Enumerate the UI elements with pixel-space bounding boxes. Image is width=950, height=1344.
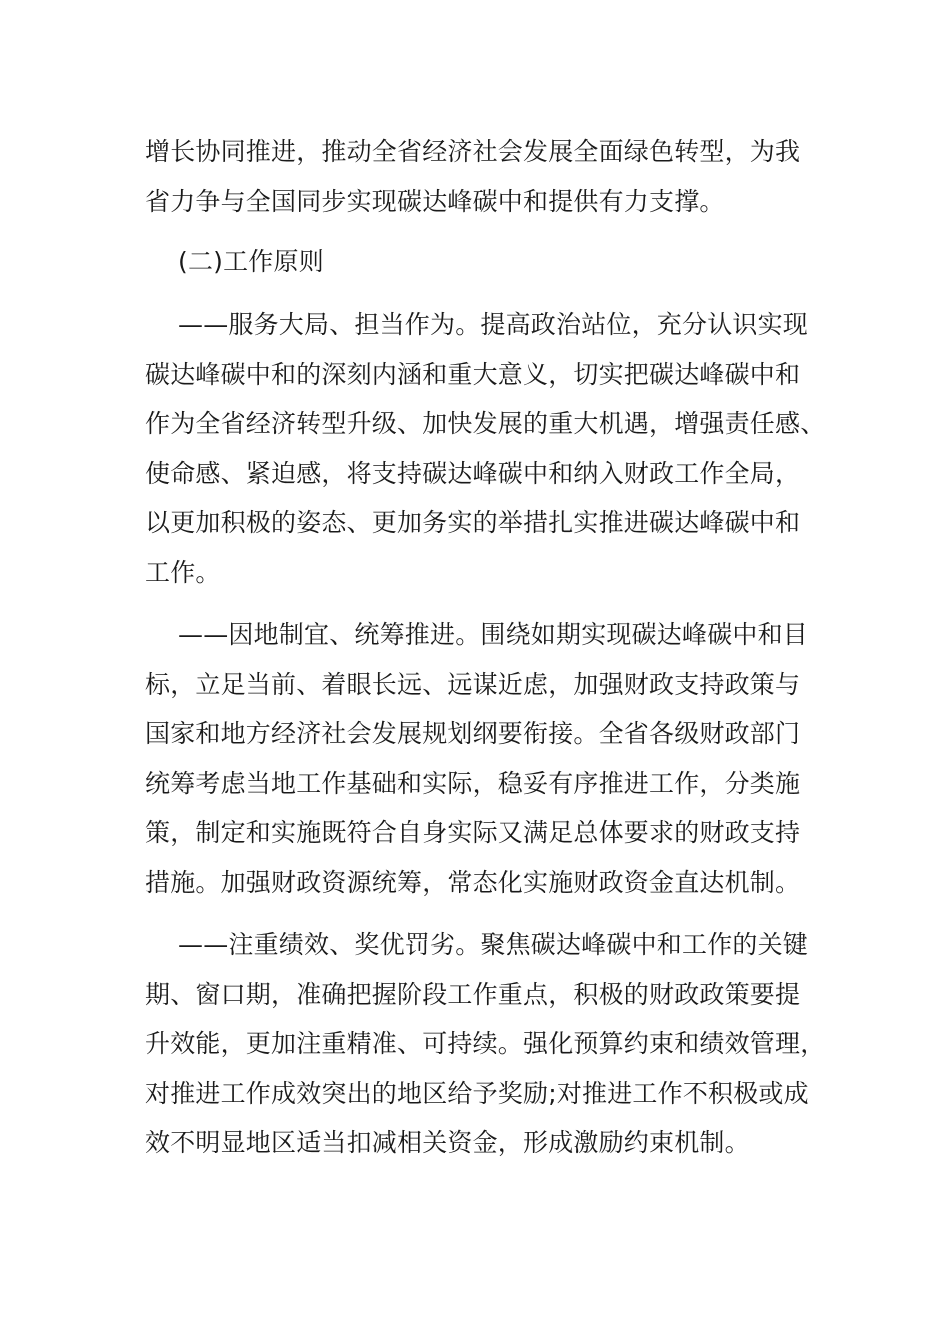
text-line: ——服务大局、担当作为。提高政治站位，充分认识实现 (178, 310, 809, 339)
principle-paragraph-3 (145, 920, 826, 1168)
principle-paragraph-1 (145, 300, 826, 597)
text-line: 碳达峰碳中和的深刻内涵和重大意义，切实把碳达峰碳中和 (145, 359, 801, 389)
text-line: 增长协同推进，推动全省经济社会发展全面绿色转型，为我 (145, 137, 801, 166)
text-line: 使命感、紧迫感，将支持碳达峰碳中和纳入财政工作全局， (145, 458, 801, 488)
text-line: 标，立足当前、着眼长远、远谋近虑，加强财政支持政策与 (145, 669, 801, 699)
text-line: 期、窗口期，准确把握阶段工作重点，积极的财政政策要提 (145, 979, 801, 1009)
text-line: 国家和地方经济社会发展规划纲要衔接。全省各级财政部门 (145, 719, 801, 748)
text-line: 作为全省经济转型升级、加快发展的重大机遇，增强责任感、 (145, 409, 826, 438)
heading-text: (二)工作原则 (178, 247, 324, 276)
section-heading (145, 237, 810, 287)
text-line: ——注重绩效、奖优罚劣。聚焦碳达峰碳中和工作的关键 (178, 930, 809, 959)
text-line: 以更加积极的姿态、更加务实的举措扎实推进碳达峰碳中和 (145, 508, 801, 537)
text-line: 工作。 (145, 557, 221, 587)
text-line: 升效能，更加注重精准、可持续。强化预算约束和绩效管理， (145, 1029, 826, 1058)
paragraph-continuation (145, 127, 810, 226)
text-line: ——因地制宜、统筹推进。围绕如期实现碳达峰碳中和目 (178, 620, 809, 649)
text-line: 对推进工作成效突出的地区给予奖励;对推进工作不积极或成 (145, 1078, 809, 1108)
principle-paragraph-2 (145, 610, 810, 907)
text-line: 省力争与全国同步实现碳达峰碳中和提供有力支撑。 (145, 186, 725, 216)
text-line: 效不明显地区适当扣减相关资金，形成激励约束机制。 (145, 1128, 750, 1157)
text-line: 统筹考虑当地工作基础和实际，稳妥有序推进工作，分类施 (145, 768, 801, 798)
text-line: 策，制定和实施既符合自身实际又满足总体要求的财政支持 (145, 818, 801, 847)
text-line: 措施。加强财政资源统筹，常态化实施财政资金直达机制。 (145, 867, 801, 897)
